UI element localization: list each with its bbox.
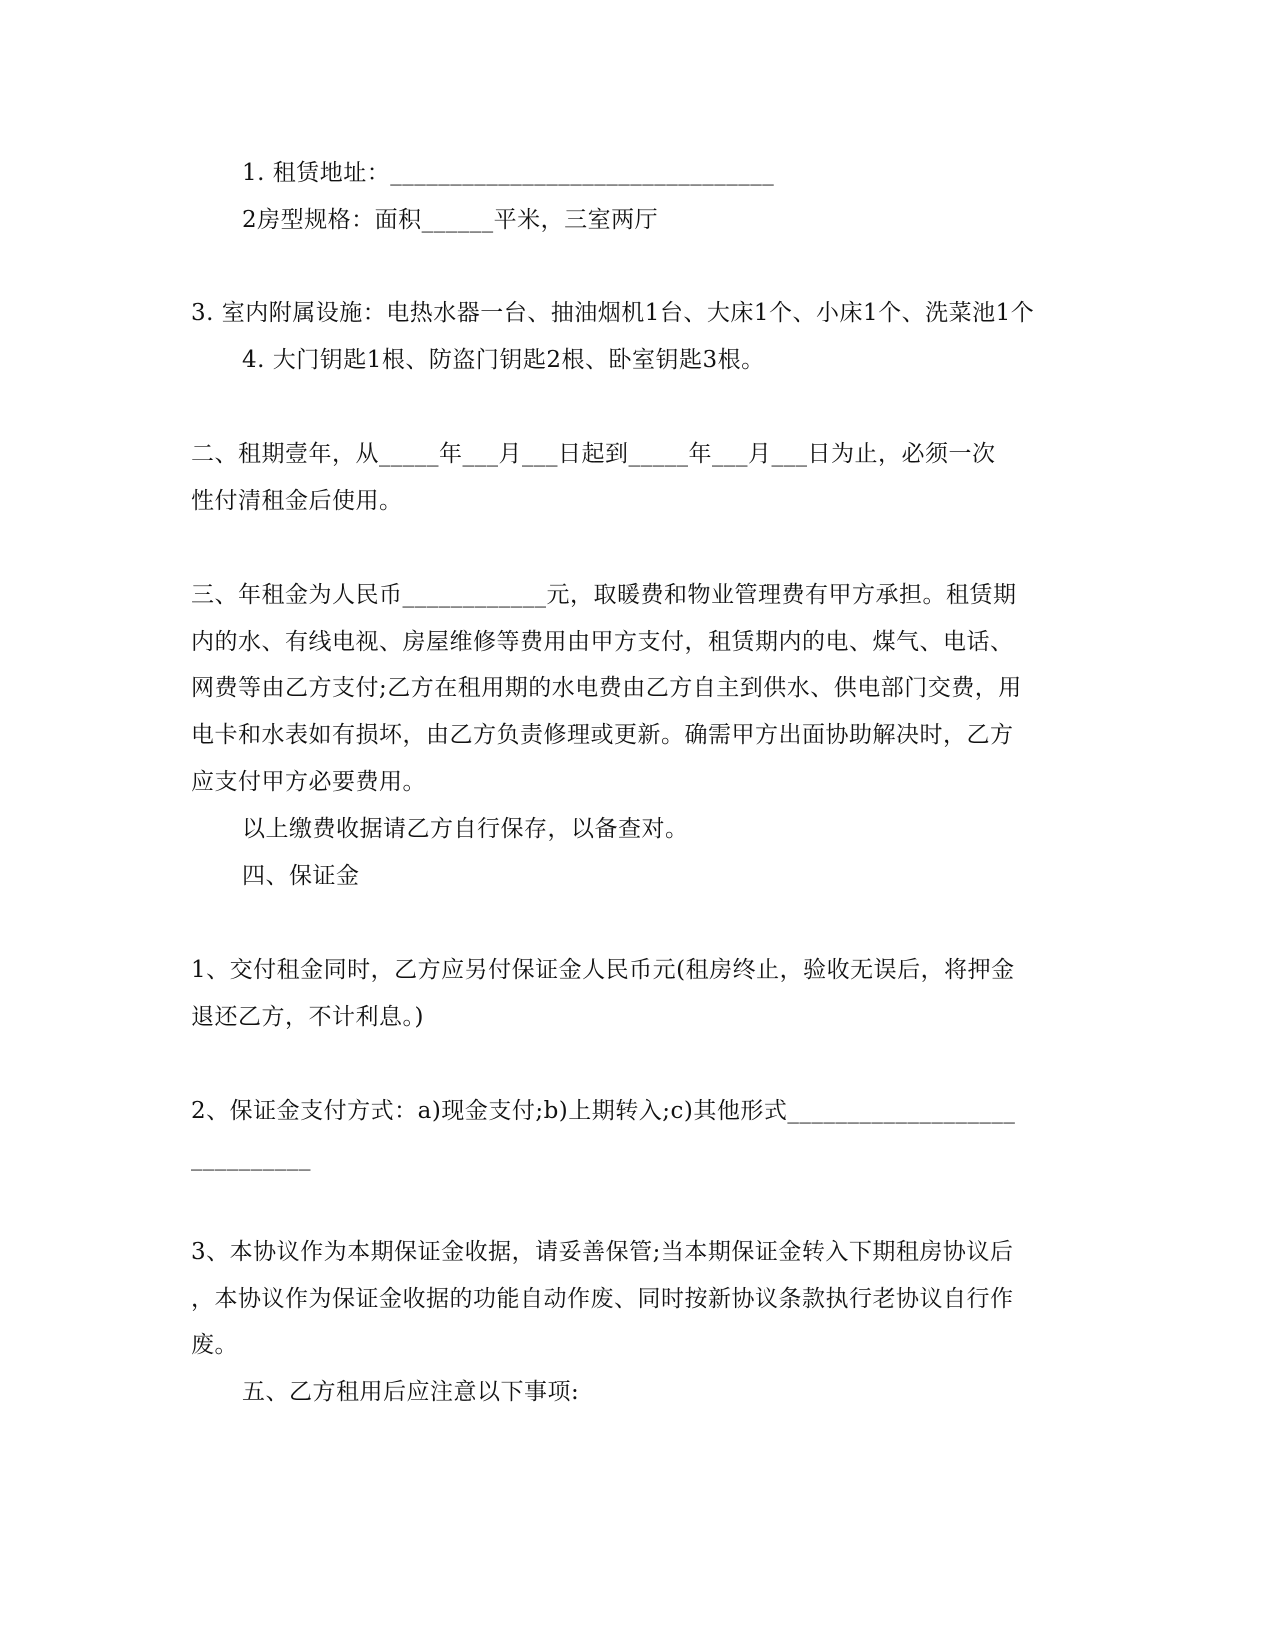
deposit-item-1-line-2: 退还乙方，不计利息。)	[191, 1004, 424, 1030]
rent-line-5: 应支付甲方必要费用。	[191, 769, 426, 795]
lease-address-line: 1. 租赁地址：________________________________	[242, 160, 775, 186]
deposit-heading: 四、保证金	[242, 863, 360, 889]
room-spec-line: 2房型规格：面积______平米，三室两厅	[242, 207, 659, 233]
lease-term-line-1: 二、租期壹年，从_____年___月___日起到_____年___月___日为止，必须一次	[191, 441, 996, 467]
deposit-item-1-line-1: 1、交付租金同时，乙方应另付保证金人民币元(租房终止，验收无误后，将押金	[191, 957, 1015, 983]
rent-line-2: 内的水、有线电视、房屋维修等费用由甲方支付，租赁期内的电、煤气、电话、	[191, 629, 1014, 655]
deposit-item-2-line-2: __________	[191, 1145, 311, 1171]
deposit-item-2-line-1: 2、保证金支付方式：a)现金支付;b)上期转入;c)其他形式___________________	[191, 1098, 1016, 1124]
rent-line-4: 电卡和水表如有损坏，由乙方负责修理或更新。确需甲方出面协助解决时，乙方	[191, 722, 1014, 748]
deposit-item-3-line-2: ，本协议作为保证金收据的功能自动作废、同时按新协议条款执行老协议自行作	[191, 1286, 1014, 1312]
rent-line-1: 三、年租金为人民币____________元，取暖费和物业管理费有甲方承担。租赁期	[191, 582, 1017, 608]
keys-line: 4. 大门钥匙1根、防盗门钥匙2根、卧室钥匙3根。	[242, 347, 765, 373]
receipt-note-line: 以上缴费收据请乙方自行保存，以备查对。	[242, 816, 689, 842]
rent-line-3: 网费等由乙方支付;乙方在租用期的水电费由乙方自主到供水、供电部门交费，用	[191, 675, 1022, 701]
facilities-line: 3. 室内附属设施：电热水器一台、抽油烟机1台、大床1个、小床1个、洗菜池1个	[191, 300, 1035, 326]
lease-term-line-2: 性付清租金后使用。	[191, 488, 403, 514]
deposit-item-3-line-1: 3、本协议作为本期保证金收据，请妥善保管;当本期保证金转入下期租房协议后	[191, 1239, 1014, 1265]
deposit-item-3-line-3: 废。	[191, 1332, 238, 1358]
section-five-heading: 五、乙方租用后应注意以下事项:	[242, 1379, 580, 1405]
